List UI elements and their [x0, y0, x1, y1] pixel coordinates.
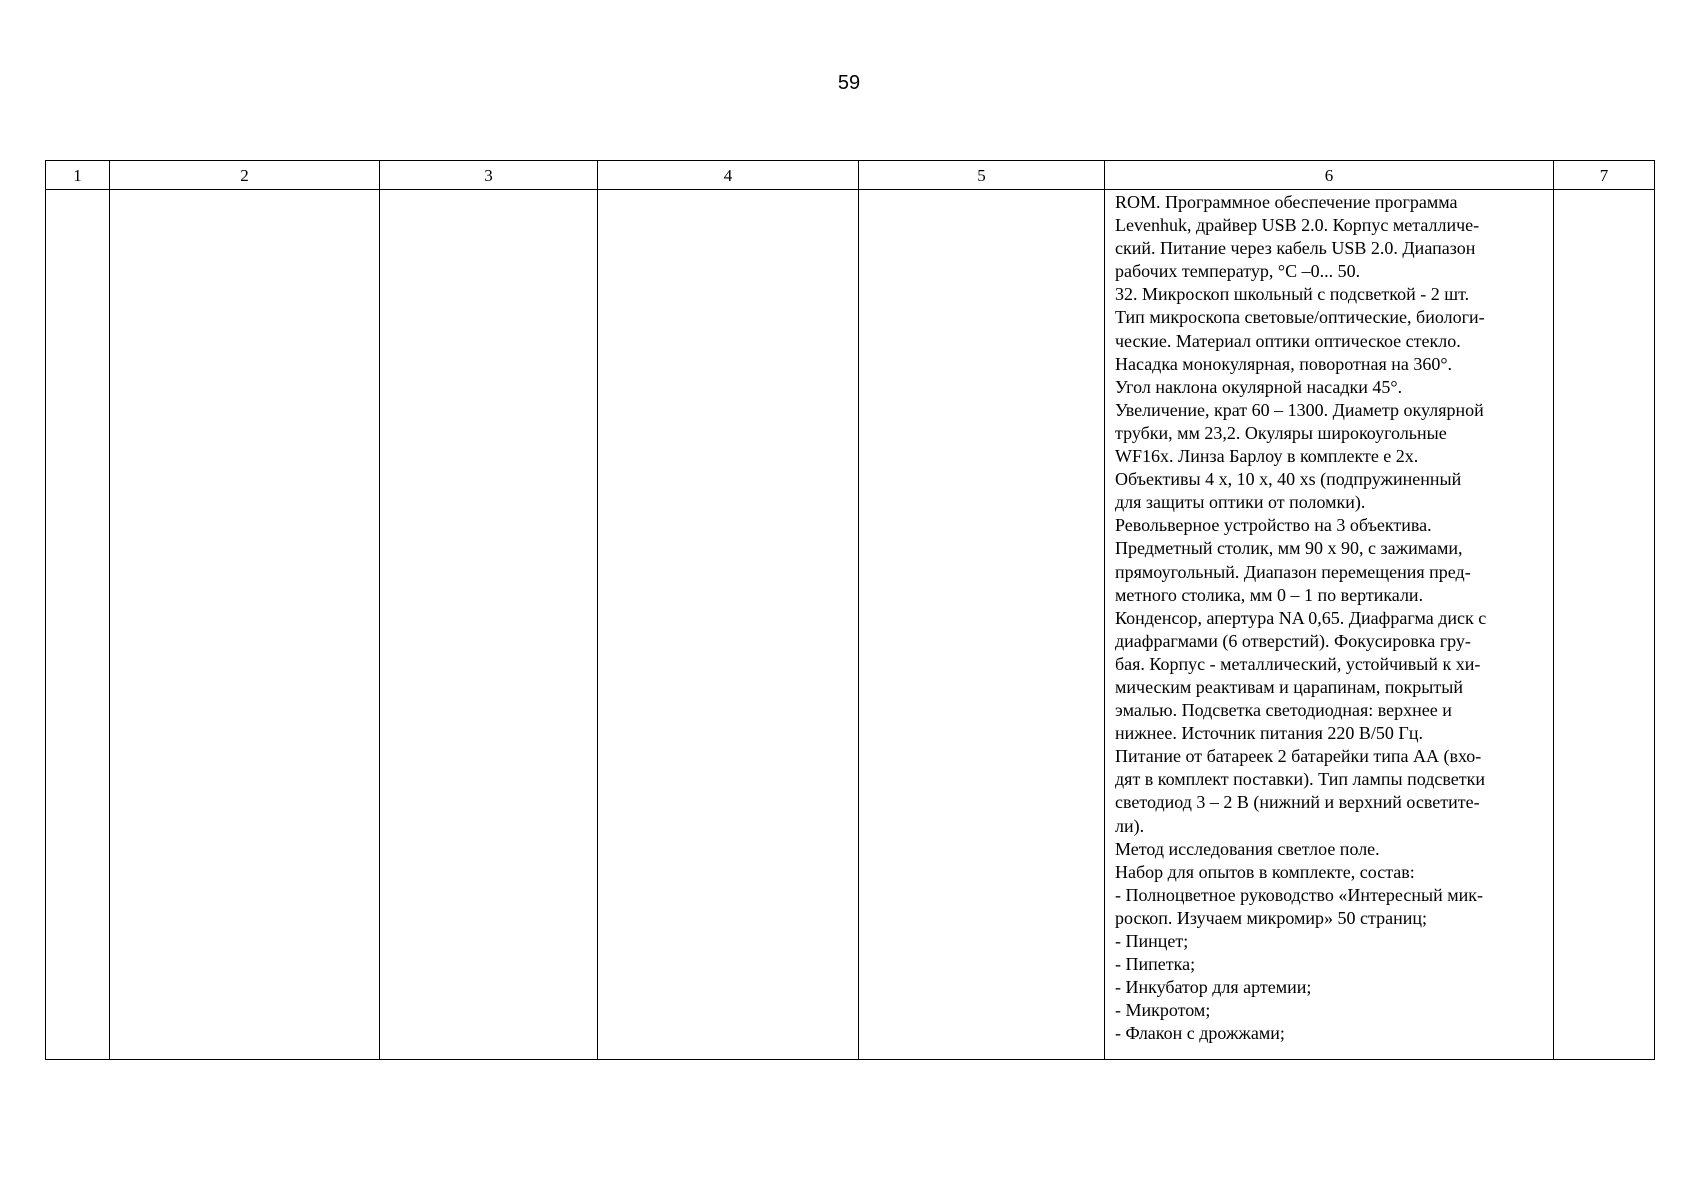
spec-text-line: WF16х. Линза Барлоу в комплекте е 2х. [1115, 446, 1419, 467]
cell-col-5 [859, 190, 1105, 1060]
spec-text-line: Угол наклона окулярной насадки 45°. [1115, 376, 1403, 397]
cell-col-1 [46, 190, 110, 1060]
spec-text-line: ский. Питание через кабель USB 2.0. Диапазон [1115, 238, 1476, 259]
spec-text-line: для защиты оптики от поломки). [1115, 492, 1366, 513]
spec-text-line: метного столика, мм 0 – 1 по вертикали. [1115, 584, 1424, 605]
spec-text-line: Предметный столик, мм 90 х 90, с зажимами, [1115, 538, 1463, 559]
spec-text-line: - Пинцет; [1115, 931, 1189, 951]
spec-text-line: - Флакон с дрожжами; [1115, 1023, 1285, 1044]
cell-col-7 [1554, 190, 1655, 1060]
column-header-7: 7 [1554, 161, 1655, 190]
spec-text-line: Увеличение, крат 60 – 1300. Диаметр окулярной [1115, 399, 1484, 420]
spec-text-line: Levenhuk, драйвер USB 2.0. Корпус металличе- [1115, 215, 1480, 236]
column-header-1: 1 [46, 161, 110, 190]
spec-text-line: рабочих температур, °С –0... 50. [1115, 261, 1361, 282]
spec-text-line: светодиод 3 – 2 В (нижний и верхний осветите- [1115, 792, 1480, 813]
spec-text-line: трубки, мм 23,2. Окуляры широкоугольные [1115, 422, 1447, 443]
column-header-5: 5 [859, 161, 1105, 190]
spec-text-line: диафрагмами (6 отверстий). Фокусировка гру- [1115, 630, 1471, 651]
spec-text-line: роскоп. Изучаем микромир» 50 страниц; [1115, 907, 1427, 928]
spec-text-line: - Пипетка; [1115, 954, 1196, 975]
spec-text-line: нижнее. Источник питания 220 В/50 Гц. [1115, 723, 1423, 744]
table-row [46, 190, 1655, 1060]
spec-text-line: эмалью. Подсветка светодиодная: верхнее и [1115, 700, 1452, 721]
column-header-3: 3 [380, 161, 598, 190]
page-number: 59 [837, 72, 861, 94]
column-header-4: 4 [598, 161, 859, 190]
spec-text-line: ческие. Материал оптики оптическое стекло. [1115, 330, 1461, 351]
column-header-6: 6 [1105, 161, 1554, 190]
spec-text-line: мическим реактивам и царапинам, покрытый [1115, 676, 1463, 697]
spec-text-line: бая. Корпус - металлический, устойчивый к хи- [1115, 653, 1481, 674]
spec-text-line: - Полноцветное руководство «Интересный мик- [1115, 884, 1483, 905]
cell-col-2 [110, 190, 380, 1060]
specification-table [45, 160, 1655, 1060]
spec-text-line: Насадка монокулярная, поворотная на 360°. [1115, 353, 1453, 374]
cell-col-6-specification [1105, 190, 1554, 1060]
spec-text-line: Объективы 4 х, 10 х, 40 хs (подпружиненный [1115, 469, 1462, 490]
spec-text-line: - Микротом; [1115, 1000, 1211, 1021]
spec-text-line: Набор для опытов в комплекте, состав: [1115, 861, 1415, 882]
cell-col-3 [380, 190, 598, 1060]
spec-text-line: Тип микроскопа световые/оптические, биологи- [1115, 307, 1485, 328]
spec-text-line: Револьверное устройство на 3 объектива. [1115, 515, 1432, 536]
spec-text-line: 32. Микроскоп школьный с подсветкой - 2 шт. [1115, 284, 1470, 305]
spec-text-line: дят в комплект поставки). Тип лампы подсветки [1115, 769, 1485, 790]
cell-col-4 [598, 190, 859, 1060]
spec-text-line: Конденсор, апертура NA 0,65. Диафрагма диск с [1115, 607, 1487, 628]
spec-text-line: - Инкубатор для артемии; [1115, 977, 1312, 998]
spec-text-line: Метод исследования светлое поле. [1115, 838, 1380, 859]
header-row [46, 161, 1655, 190]
column-header-2: 2 [110, 161, 380, 190]
spec-text-line: Питание от батареек 2 батарейки типа АА (вхо- [1115, 746, 1482, 767]
spec-text-line: ROM. Программное обеспечение программа [1115, 192, 1458, 212]
spec-text-line: ли). [1115, 815, 1145, 836]
spec-text-line: прямоугольный. Диапазон перемещения пред- [1115, 561, 1471, 582]
